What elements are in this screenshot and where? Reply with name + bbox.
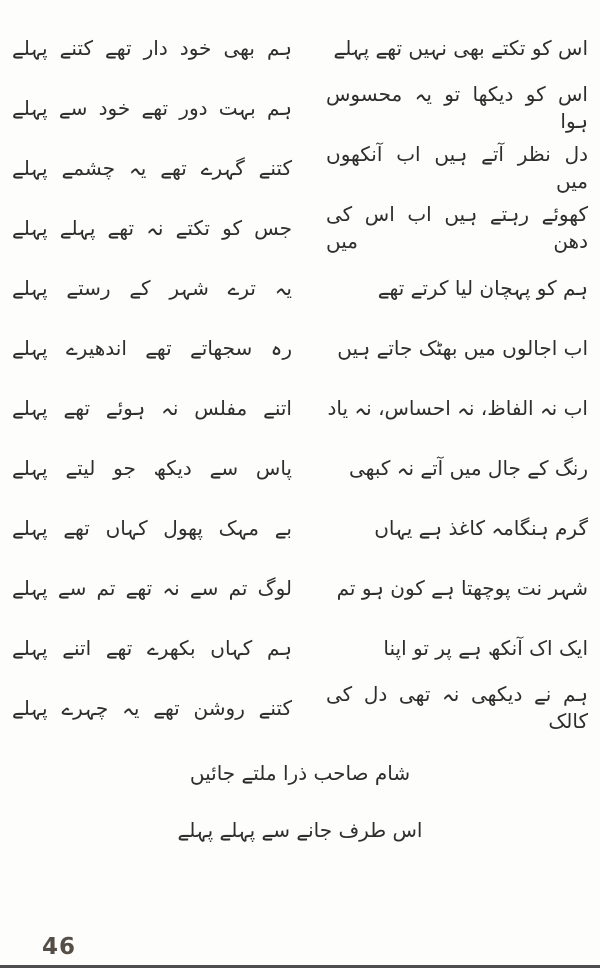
- second-misra: لوگ تم سے نہ تھے تم سے پہلے: [12, 575, 292, 600]
- second-misra: ہم بہت دور تھے خود سے پہلے: [12, 95, 292, 120]
- second-misra: اتنے مفلس نہ ہوئے تھے پہلے: [12, 395, 292, 420]
- first-misra: اب نہ الفاظ، نہ احساس، نہ یاد: [327, 395, 588, 420]
- second-misra: ہم بھی خود دار تھے کتنے پہلے: [12, 35, 292, 60]
- first-misra: گرم ہنگامہ کاغذ ہے یہاں: [374, 515, 588, 540]
- maqta-line-1: شام صاحب ذرا ملتے جائیں: [189, 760, 411, 785]
- first-misra: اس کو دیکھا تو یہ محسوس ہوا: [326, 82, 588, 133]
- first-misra: اب اجالوں میں بھٹک جاتے ہیں: [337, 335, 588, 360]
- first-misra: ایک اک آنکھ ہے پر تو اپنا: [383, 635, 588, 660]
- second-misra: جس کو تکتے نہ تھے پہلے پہلے: [12, 215, 292, 240]
- page-number: 46: [42, 934, 77, 960]
- second-misra: بے مہک پھول کہاں تھے پہلے: [12, 515, 292, 540]
- first-misra: کھوئے رہتے ہیں اب اس کی دھن میں: [326, 202, 588, 253]
- couplet-row: [0, 678, 600, 738]
- first-misra: اس کو تکتے بھی نہیں تھے پہلے: [333, 35, 588, 60]
- couplet-row: [0, 198, 600, 258]
- couplet-row: [0, 318, 600, 378]
- second-misra: رہ سجھاتے تھے اندھیرے پہلے: [12, 335, 292, 360]
- second-misra: یہ ترے شہر کے رستے پہلے: [12, 275, 292, 300]
- second-misra: کتنے گہرے تھے یہ چشمے پہلے: [12, 155, 292, 180]
- first-misra: رنگ کے جال میں آتے نہ کبھی: [348, 455, 588, 480]
- maqta-line-2: اس طرف جانے سے پہلے پہلے: [177, 817, 423, 842]
- couplet-row: [0, 138, 600, 198]
- second-misra: پاس سے دیکھ جو لیتے پہلے: [12, 455, 292, 480]
- couplet-row: [0, 618, 600, 678]
- first-misra: ہم کو پہچان لیا کرتے تھے: [377, 275, 588, 300]
- couplet-row: [0, 558, 600, 618]
- first-misra: شہر نت پوچھتا ہے کون ہو تم: [336, 575, 588, 600]
- couplet-row: [0, 258, 600, 318]
- first-misra: ہم نے دیکھی نہ تھی دل کی کالک: [326, 682, 588, 733]
- first-misra: دل نظر آتے ہیں اب آنکھوں میں: [326, 142, 588, 193]
- couplet-row: [0, 378, 600, 438]
- couplet-row: [0, 18, 600, 78]
- couplet-row: [0, 498, 600, 558]
- couplet-row: [0, 78, 600, 138]
- second-misra: ہم کہاں بکھرے تھے اتنے پہلے: [12, 635, 292, 660]
- second-misra: کتنے روشن تھے یہ چہرے پہلے: [12, 695, 292, 720]
- couplet-row: [0, 438, 600, 498]
